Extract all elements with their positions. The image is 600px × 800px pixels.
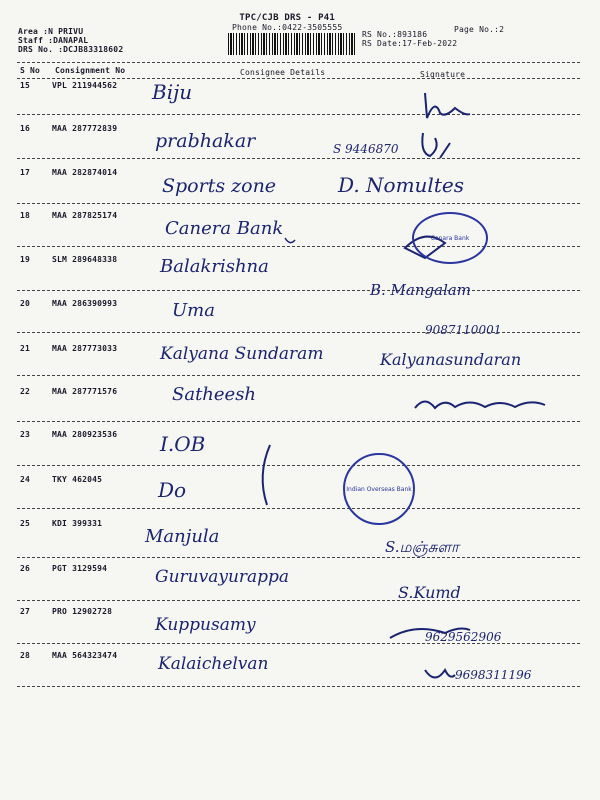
row-consignment: MAA 287825174 bbox=[52, 211, 118, 220]
row-consignment: MAA 287771576 bbox=[52, 387, 118, 396]
row-divider bbox=[17, 114, 580, 115]
row-divider bbox=[17, 421, 580, 422]
row-divider bbox=[17, 465, 580, 466]
row-divider bbox=[17, 158, 580, 159]
row-consignment: PGT 3129594 bbox=[52, 564, 108, 573]
col-consignment: Consignment No bbox=[55, 66, 126, 75]
row-divider bbox=[17, 686, 580, 687]
consignee-name: Balakrishna bbox=[160, 256, 269, 277]
row-divider bbox=[17, 557, 580, 558]
consignee-name: Manjula bbox=[145, 526, 220, 547]
signature-scribble bbox=[385, 618, 475, 648]
row-sno: 28 bbox=[20, 651, 31, 660]
row-sno: 20 bbox=[20, 299, 31, 308]
row-consignment: VPL 211944562 bbox=[52, 81, 118, 90]
consignee-name: Biju bbox=[152, 80, 193, 104]
signature-text: S.மஞ்சுளா bbox=[385, 538, 459, 556]
header-left bbox=[18, 27, 123, 54]
bank-stamp: Indian Overseas Bank bbox=[343, 453, 415, 525]
phone-number: Phone No.:0422-3505555 bbox=[232, 23, 343, 32]
row-sno: 15 bbox=[20, 81, 31, 90]
row-divider bbox=[17, 600, 580, 601]
header-rule-top bbox=[17, 62, 580, 63]
area-label: Area :N PRIVU bbox=[18, 27, 84, 36]
bank-stamp: Canara Bank bbox=[412, 212, 488, 264]
consignee-name: Kalyana Sundaram bbox=[160, 344, 324, 364]
consignee-name: Uma bbox=[172, 300, 215, 321]
header-right bbox=[362, 30, 457, 48]
consignee-name: I.OB bbox=[160, 432, 206, 456]
row-consignment: MAA 282874014 bbox=[52, 168, 118, 177]
signature-phone: 9698311196 bbox=[455, 668, 532, 682]
consignee-name: Canera Bank bbox=[165, 218, 284, 239]
col-sno: S No bbox=[20, 66, 41, 75]
signature-text: Kalyanasundaran bbox=[380, 350, 522, 369]
consignee-name: Do bbox=[158, 478, 187, 502]
col-signature: Signature bbox=[420, 70, 466, 79]
signature-phone: 9087110001 bbox=[425, 323, 502, 337]
row-consignment: PRO 12902728 bbox=[52, 607, 113, 616]
row-divider bbox=[17, 508, 580, 509]
row-consignment: MAA 280923536 bbox=[52, 430, 118, 439]
row-sno: 25 bbox=[20, 519, 31, 528]
row-sno: 16 bbox=[20, 124, 31, 133]
rs-date: RS Date:17-Feb-2022 bbox=[362, 39, 458, 48]
row-sno: 26 bbox=[20, 564, 31, 573]
signature-text: S.Kumd bbox=[398, 583, 461, 602]
consignee-name: prabhakar bbox=[155, 130, 256, 152]
row-consignment: MAA 287772839 bbox=[52, 124, 118, 133]
row-consignment: SLM 289648338 bbox=[52, 255, 118, 264]
signature-scribble bbox=[410, 393, 550, 418]
bracket-mark bbox=[255, 440, 275, 510]
row-sno: 23 bbox=[20, 430, 31, 439]
row-sno: 21 bbox=[20, 344, 31, 353]
consignee-name: Kuppusamy bbox=[155, 615, 256, 635]
row-consignment: MAA 286390993 bbox=[52, 299, 118, 308]
signature-text: D. Nomultes bbox=[338, 173, 464, 197]
drs-number: DRS No. :DCJB83318602 bbox=[18, 45, 124, 54]
consignee-name: Satheesh bbox=[172, 384, 257, 405]
row-sno: 24 bbox=[20, 475, 31, 484]
row-sno: 17 bbox=[20, 168, 31, 177]
header-rule-bottom bbox=[17, 78, 580, 79]
signature-phone: 9629562906 bbox=[425, 630, 502, 644]
consignee-name: Sports zone bbox=[162, 175, 277, 197]
row-sno: 22 bbox=[20, 387, 31, 396]
barcode bbox=[228, 33, 355, 55]
signature-scribble bbox=[415, 128, 455, 163]
header-center bbox=[232, 13, 342, 33]
page-number: Page No.:2 bbox=[454, 25, 505, 34]
signature-scribble bbox=[420, 660, 460, 690]
signature-text: B. Mangalam bbox=[370, 281, 472, 299]
row-sno: 27 bbox=[20, 607, 31, 616]
col-consignee: Consignee Details bbox=[240, 68, 326, 77]
row-divider bbox=[17, 203, 580, 204]
row-divider bbox=[17, 643, 580, 644]
row-sno: 18 bbox=[20, 211, 31, 220]
staff-label: Staff :DANAPAL bbox=[18, 36, 89, 45]
row-sno: 19 bbox=[20, 255, 31, 264]
row-consignment: MAA 287773033 bbox=[52, 344, 118, 353]
row-consignment: KDI 399331 bbox=[52, 519, 103, 528]
row-divider bbox=[17, 290, 580, 291]
row-consignment: TKY 462045 bbox=[52, 475, 103, 484]
row-consignment: MAA 564323474 bbox=[52, 651, 118, 660]
sheet-title: TPC/CJB DRS - P41 bbox=[239, 13, 335, 23]
signature-text: S 9446870 bbox=[333, 142, 399, 156]
row-divider bbox=[17, 332, 580, 333]
rs-number: RS No.:893186 bbox=[362, 30, 428, 39]
consignee-name: Kalaichelvan bbox=[158, 654, 269, 674]
signature-scribble bbox=[415, 88, 475, 128]
consignee-name: Guruvayurappa bbox=[155, 567, 290, 587]
row-divider bbox=[17, 375, 580, 376]
